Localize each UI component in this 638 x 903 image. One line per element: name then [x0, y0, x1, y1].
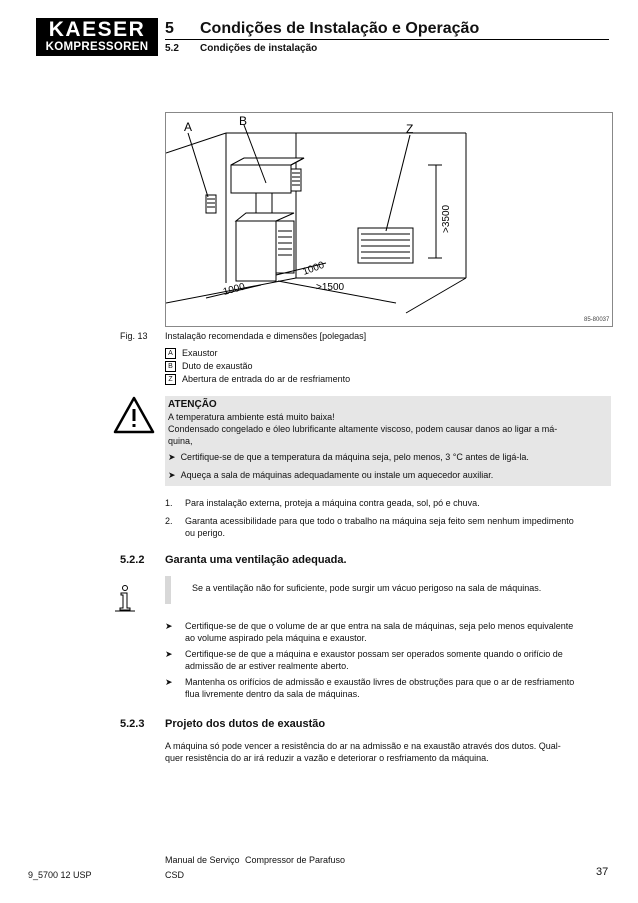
dim-1000-left: 1000 [221, 281, 247, 298]
sec223-number: 5.2.3 [120, 718, 145, 730]
arrow-bullet-icon: ➤ [165, 649, 173, 659]
sec223-line2: quer resistência do ar irá reduzir a vazão e deteriorar o resfriamento da máquina. [165, 753, 489, 763]
dim-height: >3500 [441, 204, 452, 233]
sec222-bullet3 [165, 676, 173, 688]
sec223-title: Projeto dos dutos de exaustão [165, 718, 326, 730]
sec222-bullet2 [165, 648, 173, 660]
section-title: Condições de instalação [200, 43, 318, 54]
legend-text-b: Duto de exaustão [182, 361, 253, 371]
footer-doc-id: 9_5700 12 USP [28, 870, 92, 880]
sec222-bullet2-line1: Certifique-se de que a máquina e exaustor possam ser operados somente quando o orifício de [185, 649, 563, 659]
chapter-number: 5 [165, 20, 174, 37]
footer-model: CSD [165, 870, 185, 880]
sec222-bullet3-line2: flua livremente dentro da sala de máquinas. [185, 689, 360, 699]
dim-1500: >1500 [316, 282, 345, 293]
legend-key-z: Z [165, 374, 176, 385]
numbered-item-2-line1: Garanta acessibilidade para que todo o trabalho na máquina seja feito sem nenhum impedimento [185, 516, 574, 526]
warning-bullet2-text: Aqueça a sala de máquinas adequadamente ou instale um aquecedor auxiliar. [180, 470, 494, 480]
figure-code: 85-80037 [584, 317, 610, 323]
room-drawing [166, 113, 612, 326]
numbered-item-2-line2: ou perigo. [185, 528, 226, 538]
warning-line2: Condensado congelado e óleo lubrificante altamente viscoso, podem causar danos ao ligar a má- [168, 424, 558, 434]
figure-caption: Instalação recomendada e dimensões [polegadas] [165, 331, 367, 341]
sec222-bullet1 [165, 620, 173, 632]
numbered-item-1-text: Para instalação externa, proteja a máquina contra geada, sol, pó e chuva. [185, 498, 480, 508]
arrow-bullet-icon: ➤ [165, 677, 173, 687]
legend-key-b: B [165, 361, 176, 372]
legend-item-a [165, 347, 218, 359]
arrow-bullet-icon: ➤ [165, 621, 173, 631]
arrow-bullet-icon: ➤ [168, 470, 176, 480]
footer-product: Compressor de Parafuso [245, 855, 346, 865]
page-number: 37 [596, 866, 609, 878]
sec222-title: Garanta uma ventilação adequada. [165, 554, 347, 566]
label-b: B [239, 114, 248, 128]
section-number: 5.2 [165, 43, 179, 54]
item-number: 2. [165, 516, 173, 526]
warning-bullet2 [168, 469, 493, 481]
legend-key-a: A [165, 348, 176, 359]
header-rule [165, 39, 609, 40]
legend-text-a: Exaustor [182, 348, 218, 358]
sec223-line1: A máquina só pode vencer a resistência do ar na admissão e na exaustão através dos dutos. Qual- [165, 741, 561, 751]
label-a: A [184, 120, 193, 134]
sec222-bullet1-line2: ao volume aspirado pela máquina e exaustor. [185, 633, 367, 643]
legend-item-b [165, 360, 253, 372]
warning-line1: A temperatura ambiente está muito baixa! [168, 412, 335, 422]
installation-figure [165, 112, 613, 327]
sec222-bullet2-line2: admissão de ar estiver realmente aberto. [185, 661, 349, 671]
dim-1000-right: 1000 [301, 259, 326, 278]
legend-item-z [165, 373, 350, 385]
sec222-number: 5.2.2 [120, 554, 145, 566]
logo-line1: KAESER [48, 18, 146, 41]
info-text: Se a ventilação não for suficiente, pode surgir um vácuo perigoso na sala de máquinas. [192, 583, 542, 593]
warning-line3: quina, [168, 436, 193, 446]
footer-manual: Manual de Serviço [165, 855, 240, 865]
warning-title: ATENÇÃO [168, 399, 217, 410]
legend-text-z: Abertura de entrada do ar de resfriamento [182, 374, 351, 384]
item-number: 1. [165, 498, 173, 508]
info-bar [165, 576, 171, 604]
sec222-bullet3-line1: Mantenha os orifícios de admissão e exaustão livres de obstruções para que o ar de resfriamento [185, 677, 575, 687]
warning-icon [112, 395, 156, 435]
warning-bullet1 [168, 451, 529, 463]
warning-bullet1-text: Certifique-se de que a temperatura da máquina seja, pelo menos, 3 °C antes de ligá-la. [180, 452, 529, 462]
chapter-title: Condições de Instalação e Operação [200, 20, 480, 37]
logo-line2: KOMPRESSOREN [45, 41, 149, 53]
figure-number: Fig. 13 [120, 331, 148, 341]
arrow-bullet-icon: ➤ [168, 452, 176, 462]
label-z: Z [406, 122, 414, 136]
kaeser-logo [36, 18, 158, 56]
info-icon [113, 584, 137, 612]
numbered-item-2 [165, 515, 173, 527]
numbered-item-1 [165, 497, 173, 509]
sec222-bullet1-line1: Certifique-se de que o volume de ar que entra na sala de máquinas, seja pelo menos equivalente [185, 621, 574, 631]
